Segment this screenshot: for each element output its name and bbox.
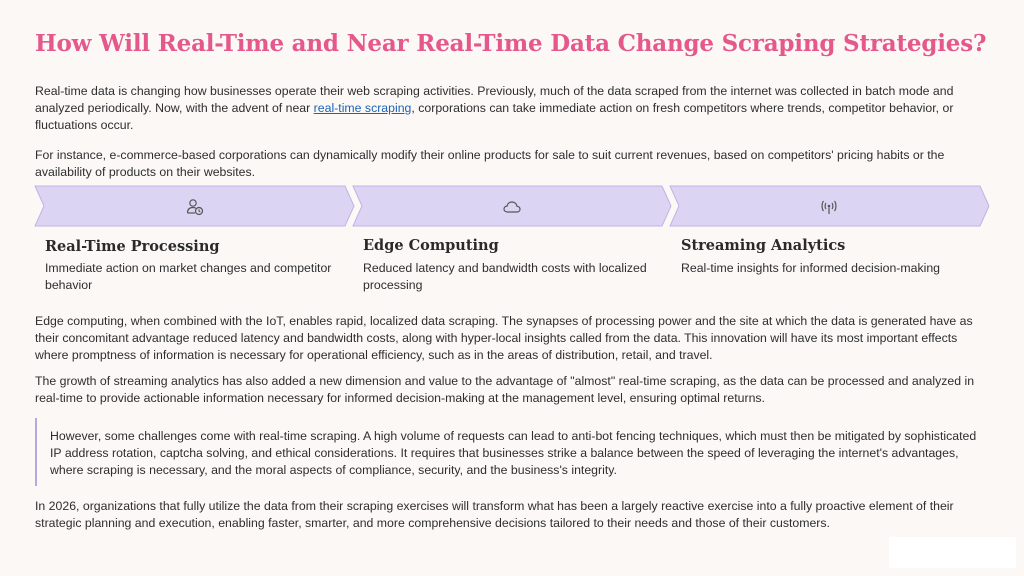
broadcast-icon xyxy=(819,197,839,217)
page-title: How Will Real-Time and Near Real-Time Data Change Scraping Strategies? xyxy=(35,30,987,57)
real-time-scraping-link[interactable]: real-time scraping xyxy=(313,101,412,115)
streaming-analytics-paragraph: The growth of streaming analytics has also added a new dimension and value to the advantage of "almost" real-time scraping, as the data can be processed and analyzed in real-time to provide actionable information necessary for informed decision-making at the management level, ensuring optimal returns. xyxy=(35,374,975,405)
challenges-blockquote: However, some challenges come with real-time scraping. A high volume of requests can lead to anti-bot fencing techniques, which must then be mitigated by sophisticated IP address rotation, captcha solving, and ethical considerations. It requires that businesses strike a balance between the speed of leveraging the internet's advantages, where scraping is necessary, and the moral aspects of compliance, security, and the business's integrity. xyxy=(50,429,977,477)
intro-text-after: , corporations can take immediate action on fresh competitors where trends, competitor behavior, or fluctuations occur. xyxy=(35,101,954,132)
feature-desc-edge-computing: Reduced latency and bandwidth costs with localized processing xyxy=(363,261,647,292)
edge-computing-paragraph: Edge computing, when combined with the IoT, enables rapid, localized data scraping. The synapses of processing power and the site at which the data is generated have as their concomitant advantage reduced latency and bandwidth costs, along with hyper-local insights called from the data. This innovation will have its most important effects where promptness of information is necessary for operational efficiency, such as in the areas of distribution, retail, and travel. xyxy=(35,314,973,362)
blockquote-bar xyxy=(35,418,37,486)
feature-title-real-time-processing: Real-Time Processing xyxy=(45,238,220,255)
feature-desc-real-time-processing: Immediate action on market changes and competitor behavior xyxy=(45,261,332,292)
intro-text-before: Real-time data is changing how businesses operate their web scraping activities. Previously, much of the data scraped from the internet was collected in batch mode and analyzed periodically. Now, with the advent of near xyxy=(35,84,954,115)
feature-desc-streaming-analytics: Real-time insights for informed decision-making xyxy=(681,261,941,275)
example-paragraph: For instance, e-commerce-based corporations can dynamically modify their online products for sale to suit current revenues, based on competitors' pricing habits or the availability of products on their websites. xyxy=(35,148,945,179)
cloud-icon xyxy=(502,197,522,217)
conclusion-paragraph: In 2026, organizations that fully utilize the data from their scraping exercises will transform what has been a largely reactive exercise into a fully proactive element of their strategic planning and execution, enabling faster, smarter, and more comprehensive decisions tailored to their needs and those of their customers. xyxy=(35,499,954,530)
feature-title-streaming-analytics: Streaming Analytics xyxy=(681,237,846,254)
user-clock-icon xyxy=(185,197,205,217)
feature-title-edge-computing: Edge Computing xyxy=(363,237,499,254)
corner-overlay-box xyxy=(889,537,1016,568)
